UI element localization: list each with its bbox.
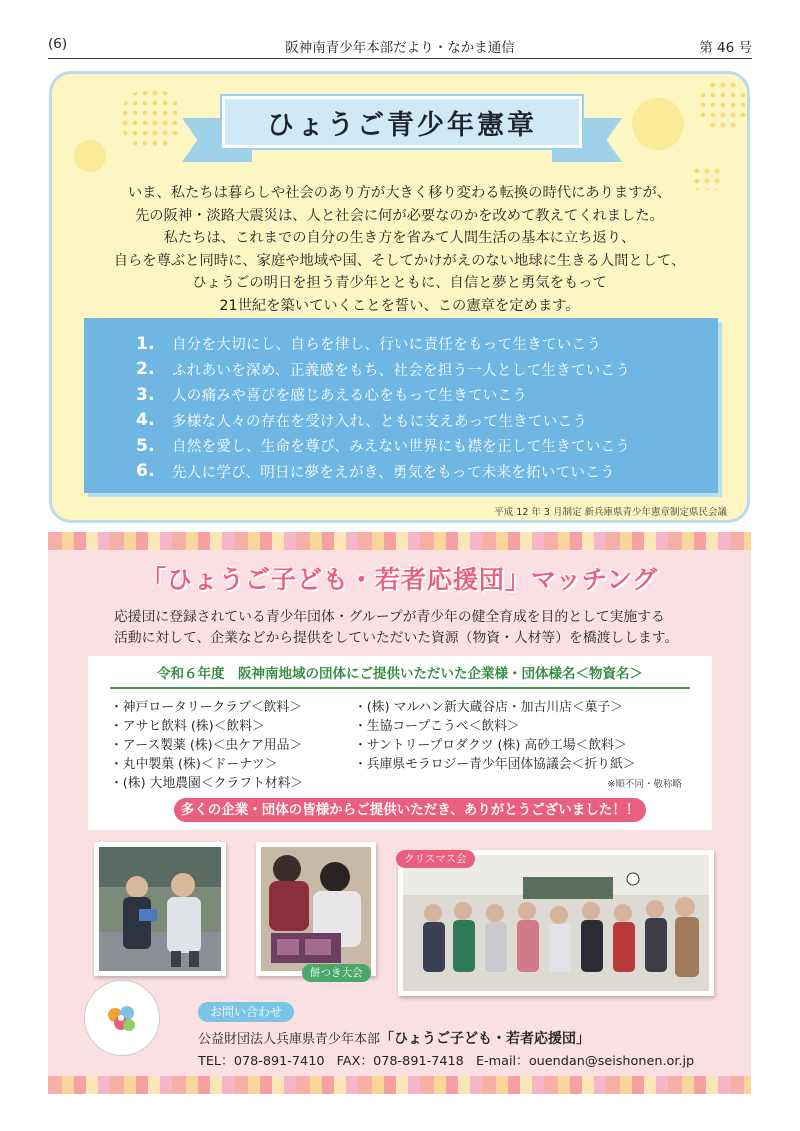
decorative-dots	[120, 88, 182, 150]
photo-image	[261, 847, 371, 971]
pledge-number: 5.	[136, 435, 155, 456]
description-line: 応援団に登録されている青少年団体・グループが青少年の健全育成を目的として実施する	[114, 609, 665, 625]
preamble-line: 自らを尊ぶと同時に、家庭や地域や国、そしてかけがえのない地球に生きる人間として、	[113, 252, 686, 269]
donor-heading: 令和６年度 阪神南地域の団体にご提供いただいた企業様・団体様名＜物資名＞	[157, 666, 643, 682]
mochi-caption: 餅つき大会	[302, 964, 371, 982]
pledge-box	[84, 318, 718, 493]
pledge-number: 6.	[136, 461, 155, 482]
pledge-item	[136, 331, 708, 357]
contact-label: お問い合わせ	[198, 1002, 294, 1022]
donor-item: ・サントリープロダクツ (株) 高砂工場＜飲料＞	[354, 738, 627, 753]
mochi-photo-illustration	[261, 847, 371, 971]
donor-column-right	[354, 698, 636, 774]
pledge-text: 多様な人々の存在を受け入れ、ともに支えあって生きていこう	[172, 413, 588, 430]
pledge-number: 4.	[136, 410, 155, 431]
pledge-item	[136, 357, 708, 383]
youth-charter-panel	[49, 71, 750, 523]
matching-title: 「ひょうご子ども・若者応援団」マッチング	[140, 565, 659, 594]
charter-preamble	[72, 182, 727, 318]
order-note: ※順不同・敬称略	[607, 779, 682, 790]
decorative-dots	[698, 80, 748, 130]
pledge-item	[136, 459, 708, 485]
pledge-item	[136, 408, 708, 434]
enacted-note: 平成 12 年 3 月制定 新兵庫県青少年憲章制定県民会議	[494, 507, 727, 518]
christmas-caption: クリスマス会	[396, 850, 475, 868]
contact-details	[198, 1050, 694, 1069]
page-header	[48, 36, 752, 59]
donor-item: ・神戸ロータリークラブ＜飲料＞	[110, 700, 302, 715]
event-photo	[256, 842, 376, 976]
pledge-number: 1.	[136, 333, 155, 354]
donor-item: ・アース製薬 (株)＜虫ケア用品＞	[110, 738, 303, 753]
divider	[110, 687, 690, 689]
ribbon-banner	[222, 96, 582, 148]
donor-item: ・兵庫県モラロジー青少年団体協議会＜折り紙＞	[354, 757, 636, 772]
pledge-text: 自然を愛し、生命を尊び、みえない世界にも襟を正して生きていこう	[172, 439, 631, 456]
pledge-text: 人の痛みや喜びを感じあえる心をもって生きていこう	[172, 388, 528, 405]
contact-tel: TEL：078-891-7410	[198, 1054, 325, 1069]
pledge-text: 自分を大切にし、自らを律し、行いに責任をもって生きていこう	[172, 337, 602, 354]
donor-item: ・(株) マルハン新大蔵谷店・加古川店＜菓子＞	[354, 700, 624, 715]
decorative-circle	[74, 140, 106, 172]
event-photo	[94, 842, 226, 976]
decorative-stripe-bottom	[48, 1076, 751, 1094]
contact-organization	[198, 1028, 590, 1048]
event-photo	[398, 850, 714, 996]
donor-item: ・アサヒ飲料 (株)＜飲料＞	[110, 719, 265, 734]
org-prefix: 公益財団法人兵庫県青少年本部	[198, 1032, 381, 1047]
contact-fax: FAX：078-891-7418	[336, 1054, 464, 1069]
logo-flower-icon	[85, 981, 159, 1055]
page-number: (6)	[48, 36, 68, 52]
thanks-banner: 多くの企業・団体の皆様からご提供いただき、ありがとうございました！！	[174, 798, 646, 822]
charter-title-ribbon	[182, 96, 622, 166]
matching-section	[48, 532, 751, 1094]
decorative-stripe-top	[48, 532, 751, 550]
pledge-number: 2.	[136, 359, 155, 380]
description-line: 活動に対して、企業などから提供をしていただいた資源（物資・人材等）を橋渡しします。	[114, 630, 679, 646]
preamble-line: 21世紀を築いていくことを誓い、この憲章を定めます。	[219, 297, 580, 314]
pledge-item	[136, 382, 708, 408]
donor-list-box	[88, 656, 712, 830]
children-photo-illustration	[99, 847, 221, 971]
pledge-text: ふれあいを深め、正義感をもち、社会を担う一人として生きていこう	[172, 362, 631, 379]
issue-number: 第 46 号	[699, 40, 752, 56]
preamble-line: いま、私たちは暮らしや社会のあり方が大きく移り変わる転換の時代にありますが、	[127, 185, 672, 201]
pledge-text: 先人に学び、明日に夢をえがき、勇気をもって未来を拓いていこう	[172, 464, 615, 481]
pledge-number: 3.	[136, 384, 155, 405]
donor-item: ・丸中製菓 (株)＜ドーナツ＞	[110, 757, 278, 772]
newsletter-title: 阪神南青少年本部だより・なかま通信	[285, 40, 515, 56]
preamble-line: ひょうごの明日を担う青少年とともに、自信と夢と勇気をもって	[192, 275, 607, 292]
preamble-line: 私たちは、これまでの自分の生き方を省みて人間生活の基本に立ち返り、	[163, 230, 636, 247]
ouendan-logo	[84, 980, 160, 1056]
pledge-item	[136, 433, 708, 459]
donor-item: ・(株) 大地農園＜クラフト材料＞	[110, 776, 304, 791]
photo-image	[99, 847, 221, 971]
pledge-list	[136, 331, 708, 484]
preamble-line: 先の阪神・淡路大震災は、人と社会に何が必要なのかを改めて教えてくれました。	[135, 207, 664, 224]
photo-image	[403, 855, 709, 991]
christmas-photo-illustration	[403, 855, 709, 991]
contact-email[interactable]: E-mail：ouendan@seishonen.or.jp	[475, 1054, 695, 1069]
org-name: 「ひょうご子ども・若者応援団」	[380, 1031, 591, 1047]
donor-column-left	[110, 698, 303, 793]
donor-item: ・生協コープこうべ＜飲料＞	[354, 719, 520, 734]
decorative-circle	[632, 98, 684, 150]
matching-description	[114, 607, 714, 649]
charter-title: ひょうご青少年憲章	[267, 109, 537, 141]
